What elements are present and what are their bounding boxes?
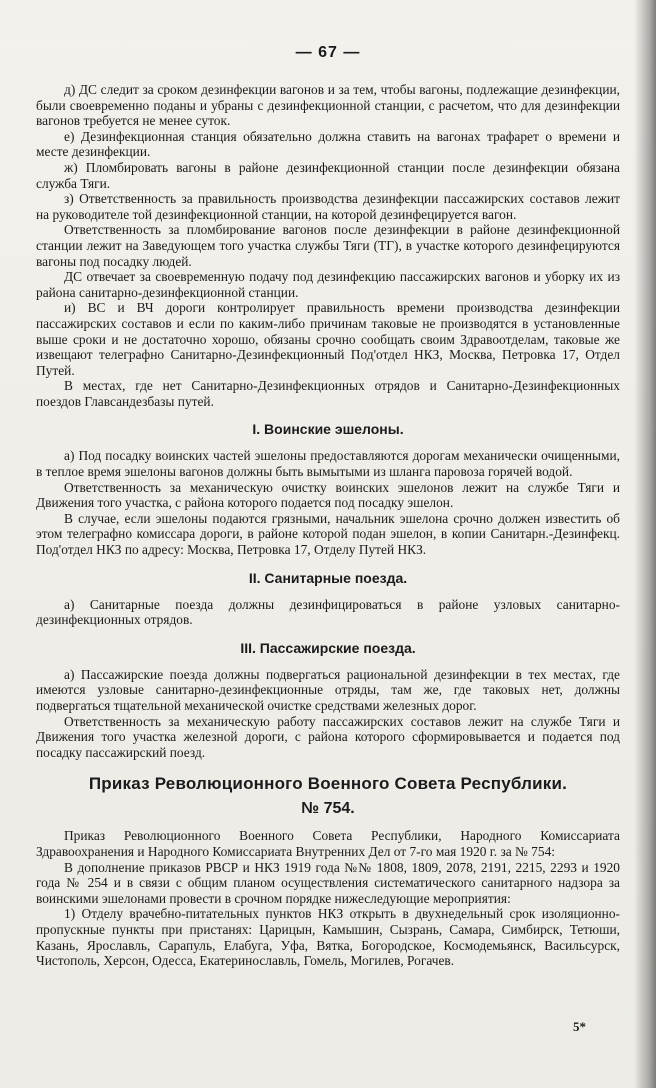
paragraph-z: з) Ответственность за правильность производства дезинфекции пассажирских составов лежит на руководителе той дезинфекционной станции, на которой дезинфецируется вагон. <box>36 191 620 222</box>
paragraph-ds-responsibility: ДС отвечает за своевременную подачу под дезинфекцию пассажирских вагонов и уборку их из района санитарно-дезинфекционной станции. <box>36 269 620 300</box>
signature-mark: 5* <box>573 1019 586 1034</box>
paragraph: Ответственность за механическую работу пассажирских составов лежит на службе Тяги и Движения того участка железной дороги, с района которого сформировывается и подается под посадку пассажирский поезд. <box>36 713 620 760</box>
paragraph-i: и) ВС и ВЧ дороги контролирует правильность времени производства дезинфекции пассажирских составов и если по каким-либо причинам таковые не производятся в установленные выше сроки и не достаточно хорошо, обязаны срочно сообщать своим Здравоотделам, таковые же извещают телеграфно Санитарно-Дезинфекционный Под'отдел НКЗ, Москва, Петровка 17, Отдел Путей. <box>36 300 620 378</box>
paragraph-e: е) Дезинфекционная станция обязательно должна ставить на вагонах трафарет о времени и месте дезинфекции. <box>36 128 620 160</box>
paragraph: 1) Отделу врачебно-питательных пунктов НКЗ открыть в двухнедельный срок изоляционно-пропускные пункты при пристанях: Царицын, Камышин, Сызрань, Самара, Симбирск, Тетюши, Казань, Ярославль, Сарапуль, Елабуга, Уфа, Вятка, Богородское, Космодемьянск, Васильсурск, Чистополь, Херсон, Одесса, Екатеринославль, Гомель, Могилев, Рогачев. <box>36 906 620 969</box>
page-edge-shadow <box>634 0 656 1088</box>
paragraph: а) Санитарные поезда должны дезинфицироваться в районе узловых санитарно-дезинфекционных отрядов. <box>36 596 620 628</box>
section-heading-military-trains: I. Воинские эшелоны. <box>252 421 404 438</box>
section-sanitary-trains <box>36 597 620 628</box>
paragraph: В дополнение приказов РВСР и НКЗ 1919 года №№ 1808, 1809, 2078, 2191, 2215, 2293 и 1920 года № 254 и в связи с общим планом осуществления систематического санитарного надзора за воинскими эшелонами провести в срочном порядке нижеследующие мероприятия: <box>36 859 620 906</box>
page-number: — 67 — <box>295 44 361 61</box>
order-number: № 754. <box>301 800 355 818</box>
paragraph: а) Пассажирские поезда должны подвергаться рациональной дезинфекции в тех местах, где имеются узловые санитарно-дезинфекционные отряды, там же, где таковых нет, должны подвергаться тщательной механической очистке средствами железных дорог. <box>36 666 620 713</box>
order-body <box>36 828 620 968</box>
paragraph-d: д) ДС следит за сроком дезинфекции вагонов и за тем, чтобы вагоны, подлежащие дезинфекции, были своевременно поданы и убраны с дезинфекционной станции, с расчетом, что для дезинфекции вагонов требуется не менее суток. <box>36 82 620 129</box>
paragraph: Приказ Революционного Военного Совета Республики, Народного Комиссариата Здравоохранения и Народного Комиссариата Внутренних Дел от 7-го мая 1920 г. за № 754: <box>36 828 620 859</box>
paragraph-zh: ж) Пломбировать вагоны в районе дезинфекционной станции после дезинфекции обязана служба Тяги. <box>36 159 620 191</box>
intro-section <box>36 82 620 409</box>
section-military-trains <box>36 448 620 557</box>
paragraph-sealing-responsibility: Ответственность за пломбирование вагонов после дезинфекции в районе дезинфекционной станции лежит на Заведующем того участка службы Тяги (ТГ), в участке которого дезинфецируются вагоны под посадку людей. <box>36 222 620 269</box>
section-passenger-trains <box>36 667 620 761</box>
section-heading-sanitary-trains: II. Санитарные поезда. <box>248 569 408 586</box>
order-title: Приказ Революционного Военного Совета Республики. <box>88 774 568 794</box>
paragraph: а) Под посадку воинских частей эшелоны предоставляются дорогам механически очищенными, в теплое время эшелоны вагонов должны быть вымытыми из шланга паровоза горячей водой. <box>36 448 620 480</box>
paragraph-no-detachments: В местах, где нет Санитарно-Дезинфекционных отрядов и Санитарно-Дезинфекционных поездов Главсандезбазы путей. <box>36 378 620 409</box>
section-heading-passenger-trains: III. Пассажирские поезда. <box>240 639 416 656</box>
paragraph: В случае, если эшелоны подаются грязными, начальник эшелона срочно должен известить об этом телеграфно комиссара дороги, в районе которой подан эшелон, в копии Санитарн.-Дезинфекц. Под'отдел НКЗ по адресу: Москва, Петровка 17, Отделу Путей НКЗ. <box>36 510 620 558</box>
paragraph: Ответственность за механическую очистку воинских эшелонов лежит на службе Тяги и Движения того участка, с района которого подается под посадку эшелон. <box>36 479 620 511</box>
